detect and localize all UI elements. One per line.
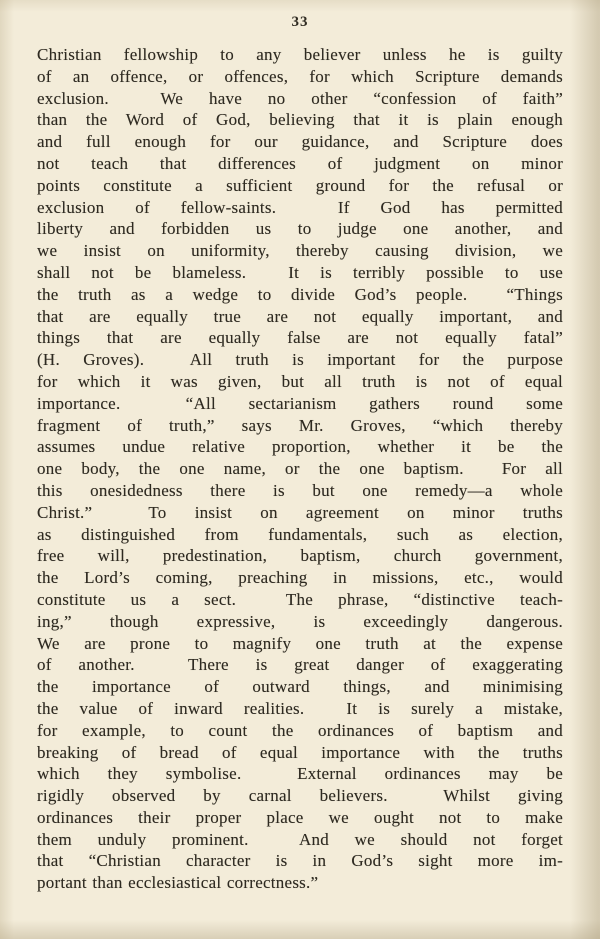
- body-text: [37, 44, 563, 894]
- text-line: points constitute a sufficient ground for the refusal or: [37, 175, 563, 195]
- text-line: shall not be blameless. It is terribly possible to use: [37, 262, 563, 282]
- text-line: assumes undue relative proportion, whether it be the: [37, 437, 563, 457]
- text-line: Christian fellowship to any believer unless he is guilty: [37, 45, 563, 64]
- text-line: the value of inward realities. It is surely a mistake,: [37, 698, 563, 718]
- text-line: exclusion. We have no other “confession of faith”: [37, 88, 563, 108]
- page-number: 33: [291, 14, 309, 30]
- text-line: them unduly prominent. And we should not forget: [37, 829, 563, 849]
- text-line: importance. “All sectarianism gathers round some: [37, 393, 563, 413]
- text-line: constitute us a sect. The phrase, “distinctive teach-: [37, 589, 563, 609]
- text-line: not teach that differences of judgment on minor: [37, 153, 563, 173]
- text-line: We are prone to magnify one truth at the expense: [37, 633, 563, 653]
- text-line: things that are equally false are not equally fatal”: [37, 328, 563, 348]
- text-line: fragment of truth,” says Mr. Groves, “which thereby: [37, 415, 563, 435]
- text-line: the Lord’s coming, preaching in missions, etc., would: [37, 568, 563, 588]
- text-line: of another. There is great danger of exaggerating: [37, 655, 563, 675]
- text-line: the importance of outward things, and minimising: [37, 677, 563, 697]
- text-line: ing,” though expressive, is exceedingly dangerous.: [37, 611, 563, 631]
- text-line: as distinguished from fundamentals, such as election,: [37, 524, 563, 544]
- text-line: than the Word of God, believing that it is plain enough: [37, 110, 563, 130]
- text-line: portant than ecclesiastical correctness.”: [37, 873, 319, 893]
- text-line: rigidly observed by carnal believers. Whilst giving: [37, 786, 563, 806]
- text-line: for which it was given, but all truth is not of equal: [37, 371, 563, 391]
- text-line: and full enough for our guidance, and Scripture does: [37, 132, 563, 152]
- text-line: for example, to count the ordinances of baptism and: [37, 720, 563, 740]
- text-line: this onesidedness there is but one remedy—a whole: [37, 480, 563, 500]
- text-line: Christ.” To insist on agreement on minor truths: [37, 502, 563, 522]
- text-line: that “Christian character is in God’s sight more im-: [37, 851, 563, 871]
- text-line: ordinances their proper place we ought not to make: [37, 807, 563, 827]
- text-line: which they symbolise. External ordinances may be: [37, 764, 563, 784]
- text-line: that are equally true are not equally important, and: [37, 306, 563, 326]
- text-line: of an offence, or offences, for which Scripture demands: [37, 66, 563, 86]
- text-line: free will, predestination, baptism, church government,: [37, 546, 563, 566]
- text-line: the truth as a wedge to divide God’s people. “Things: [37, 284, 563, 304]
- text-line: one body, the one name, or the one baptism. For all: [37, 459, 563, 479]
- text-line: we insist on uniformity, thereby causing division, we: [37, 241, 563, 261]
- text-line: liberty and forbidden us to judge one another, and: [37, 219, 563, 239]
- text-line: (H. Groves). All truth is important for the purpose: [37, 350, 563, 370]
- text-line: exclusion of fellow-saints. If God has permitted: [37, 197, 563, 217]
- text-line: breaking of bread of equal importance with the truths: [37, 742, 563, 762]
